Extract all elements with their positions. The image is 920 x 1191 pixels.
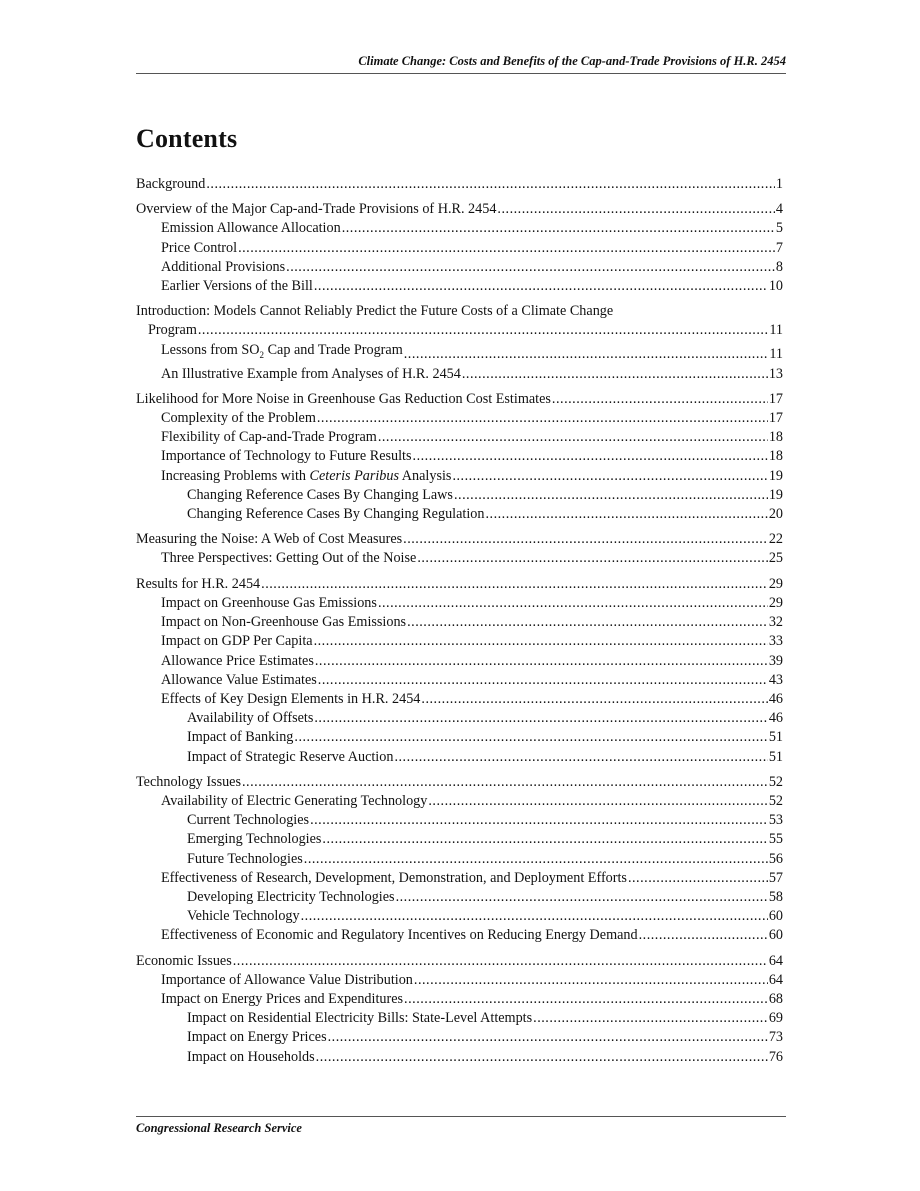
toc-entry-future-tech[interactable]: Future Technologies ..... 56 (136, 850, 783, 869)
toc-entry-complexity[interactable]: Complexity of the Problem ..... 17 (136, 409, 783, 428)
toc-entry-likelihood[interactable]: Likelihood for More Noise in Greenhouse Gas Reduction Cost Estimates ..... 17 (136, 390, 783, 409)
toc-entry-emission-allowance[interactable]: Emission Allowance Allocation ..... 5 (136, 219, 783, 238)
toc-entry-banking[interactable]: Impact of Banking ..... 51 (136, 728, 783, 747)
toc-entry-rdd-efforts[interactable]: Effectiveness of Research, Development, Demonstration, and Deployment Efforts ..... 57 (136, 869, 783, 888)
toc-entry-allowance-distribution[interactable]: Importance of Allowance Value Distribution ..... 64 (136, 971, 783, 990)
toc-entry-importance-technology[interactable]: Importance of Technology to Future Results ..... 18 (136, 447, 783, 466)
toc-entry-ceteris-paribus[interactable]: Increasing Problems with Ceteris Paribus Analysis ..... 19 (136, 467, 783, 486)
toc-entry-price-control[interactable]: Price Control ..... 7 (136, 239, 783, 258)
toc-entry-vehicle-tech[interactable]: Vehicle Technology ..... 60 (136, 907, 783, 926)
toc-entry-current-tech[interactable]: Current Technologies ..... 53 (136, 811, 783, 830)
toc-entry-additional-provisions[interactable]: Additional Provisions ..... 8 (136, 258, 783, 277)
toc-entry-energy-prices[interactable]: Impact on Energy Prices ..... 73 (136, 1028, 783, 1047)
toc-entry-key-design[interactable]: Effects of Key Design Elements in H.R. 2454 ..... 46 (136, 690, 783, 709)
contents-title: Contents (136, 124, 238, 153)
toc-entry-economic-issues[interactable]: Economic Issues ..... 64 (136, 952, 783, 971)
toc-entry-lessons-so2[interactable]: Lessons from $SO_2$ Cap and Trade Program ..... 11 (136, 341, 783, 365)
toc-entry-impact-ghg[interactable]: Impact on Greenhouse Gas Emissions ..... 29 (136, 594, 783, 613)
toc-entry-electric-generating[interactable]: Availability of Electric Generating Technology ..... 52 (136, 792, 783, 811)
toc-entry-measuring-noise[interactable]: Measuring the Noise: A Web of Cost Measures ..... 22 (136, 530, 783, 549)
toc-entry-incentives[interactable]: Effectiveness of Economic and Regulatory Incentives on Reducing Energy Demand ..... 60 (136, 926, 783, 945)
toc-entry-technology-issues[interactable]: Technology Issues ..... 52 (136, 773, 783, 792)
toc-entry-changing-laws[interactable]: Changing Reference Cases By Changing Laws ..... 19 (136, 486, 783, 505)
toc-entry-energy-prices-expenditures[interactable]: Impact on Energy Prices and Expenditures ..... 68 (136, 990, 783, 1009)
table-of-contents (136, 175, 783, 1067)
toc-entry-developing-electricity[interactable]: Developing Electricity Technologies ..... 58 (136, 888, 783, 907)
toc-entry-changing-regulation[interactable]: Changing Reference Cases By Changing Regulation ..... 20 (136, 505, 783, 524)
toc-entry-allowance-value[interactable]: Allowance Value Estimates ..... 43 (136, 671, 783, 690)
running-footer: Congressional Research Service (136, 1116, 786, 1136)
toc-entry-earlier-versions[interactable]: Earlier Versions of the Bill ..... 10 (136, 277, 783, 296)
toc-entry-flexibility[interactable]: Flexibility of Cap-and-Trade Program ..... 18 (136, 428, 783, 447)
toc-entry-results[interactable]: Results for H.R. 2454 ..... 29 (136, 575, 783, 594)
toc-entry-strategic-reserve[interactable]: Impact of Strategic Reserve Auction ..... 51 (136, 748, 783, 767)
toc-entry-allowance-price[interactable]: Allowance Price Estimates ..... 39 (136, 652, 783, 671)
toc-entry-impact-gdp[interactable]: Impact on GDP Per Capita ..... 33 (136, 632, 783, 651)
toc-entry-introduction[interactable]: Introduction: Models Cannot Reliably Predict the Future Costs of a Climate Change Program ..... 11 (136, 302, 783, 340)
toc-entry-background[interactable]: Background ..... 1 (136, 175, 783, 194)
toc-entry-overview[interactable]: Overview of the Major Cap-and-Trade Provisions of H.R. 2454 ..... 4 (136, 200, 783, 219)
toc-entry-offsets[interactable]: Availability of Offsets ..... 46 (136, 709, 783, 728)
toc-entry-residential-bills[interactable]: Impact on Residential Electricity Bills: State-Level Attempts ..... 69 (136, 1009, 783, 1028)
toc-entry-impact-non-ghg[interactable]: Impact on Non-Greenhouse Gas Emissions ..... 32 (136, 613, 783, 632)
running-header: Climate Change: Costs and Benefits of the Cap-and-Trade Provisions of H.R. 2454 (136, 54, 786, 74)
toc-entry-illustrative-example[interactable]: An Illustrative Example from Analyses of H.R. 2454 ..... 13 (136, 365, 783, 384)
toc-entry-emerging-tech[interactable]: Emerging Technologies ..... 55 (136, 830, 783, 849)
toc-entry-three-perspectives[interactable]: Three Perspectives: Getting Out of the Noise ..... 25 (136, 549, 783, 568)
toc-entry-households[interactable]: Impact on Households ..... 76 (136, 1048, 783, 1067)
